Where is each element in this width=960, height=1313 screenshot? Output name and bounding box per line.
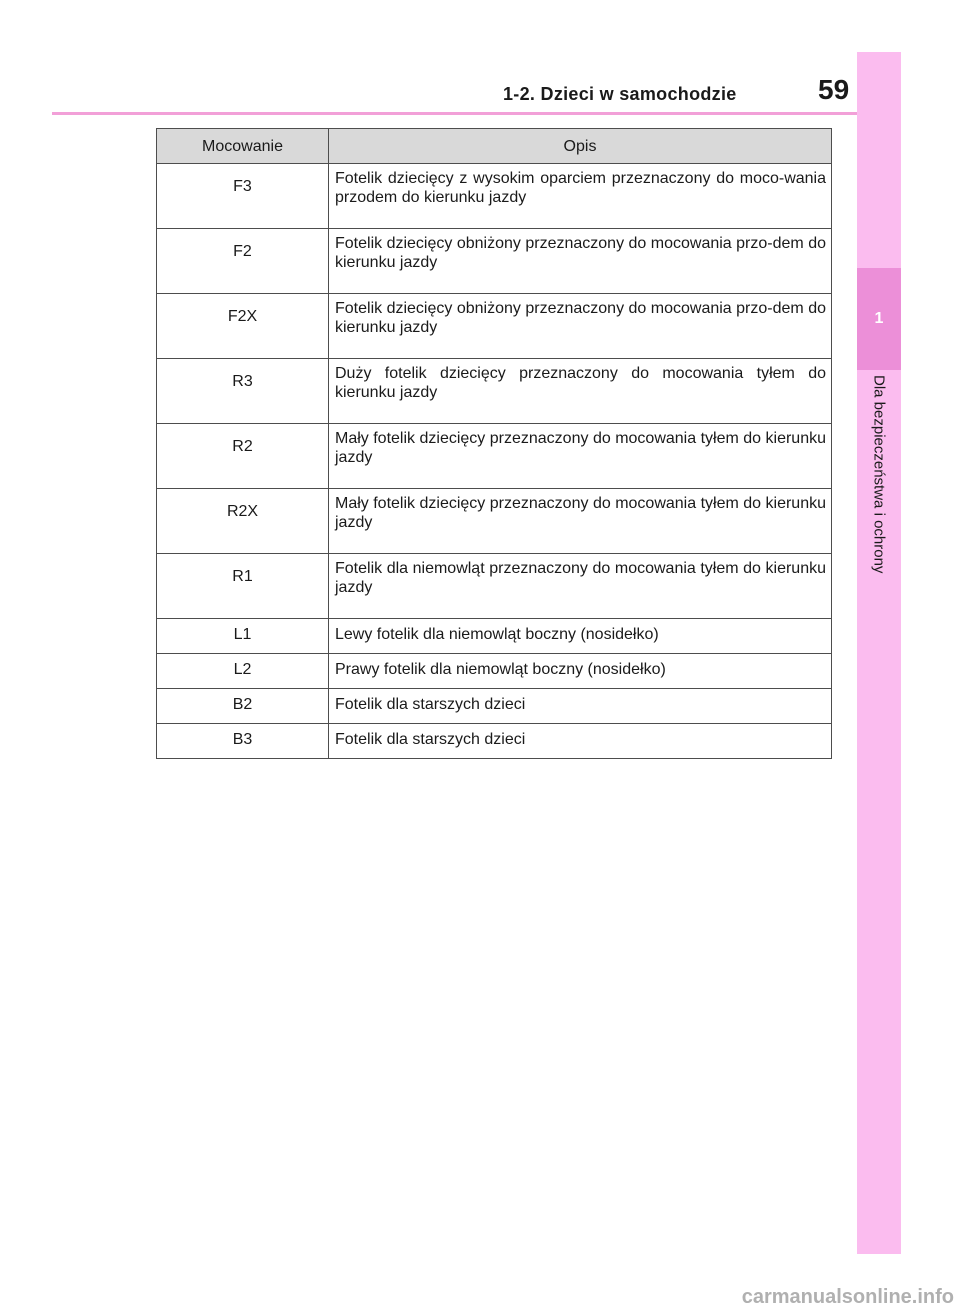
fixture-code: R3 <box>157 359 329 424</box>
fixture-description: Fotelik dla starszych dzieci <box>329 724 832 759</box>
fixture-code: R2X <box>157 489 329 554</box>
table-row <box>157 554 832 619</box>
footer-watermark[interactable]: carmanualsonline.info <box>741 1286 954 1308</box>
fixture-description: Fotelik dziecięcy z wysokim oparciem przeznaczony do moco-wania przodem do kierunku jazdy <box>329 164 832 229</box>
table-header-row <box>157 129 832 164</box>
chapter-number-tab: 1 <box>857 268 901 370</box>
fixture-code: F2X <box>157 294 329 359</box>
chapter-label-container <box>857 352 901 596</box>
fixture-description: Mały fotelik dziecięcy przeznaczony do mocowania tyłem do kierunku jazdy <box>329 424 832 489</box>
table-row <box>157 654 832 689</box>
fixture-code: B3 <box>157 724 329 759</box>
fixture-description: Duży fotelik dziecięcy przeznaczony do mocowania tyłem do kierunku jazdy <box>329 359 832 424</box>
table-row <box>157 724 832 759</box>
table-row <box>157 619 832 654</box>
fixture-description: Mały fotelik dziecięcy przeznaczony do mocowania tyłem do kierunku jazdy <box>329 489 832 554</box>
table-row <box>157 229 832 294</box>
fixture-code: R1 <box>157 554 329 619</box>
fixture-description: Fotelik dla niemowląt przeznaczony do mocowania tyłem do kierunku jazdy <box>329 554 832 619</box>
section-title: 1-2. Dzieci w samochodzie <box>503 84 737 104</box>
fixture-code: L1 <box>157 619 329 654</box>
chapter-sidebar <box>857 52 901 1254</box>
chapter-title: Dla bezpieczeństwa i ochrony <box>870 374 888 574</box>
table-row <box>157 294 832 359</box>
fixture-description: Fotelik dziecięcy obniżony przeznaczony do mocowania przo-dem do kierunku jazdy <box>329 229 832 294</box>
fixture-description: Fotelik dziecięcy obniżony przeznaczony do mocowania przo-dem do kierunku jazdy <box>329 294 832 359</box>
header-rule <box>52 112 858 115</box>
table-row <box>157 689 832 724</box>
fixture-code: F2 <box>157 229 329 294</box>
table-row <box>157 164 832 229</box>
fixture-code: B2 <box>157 689 329 724</box>
table-row <box>157 489 832 554</box>
fixture-table <box>156 128 832 759</box>
fixture-description: Fotelik dla starszych dzieci <box>329 689 832 724</box>
table-row <box>157 424 832 489</box>
table-row <box>157 359 832 424</box>
fixture-code: R2 <box>157 424 329 489</box>
fixture-description: Prawy fotelik dla niemowląt boczny (nosidełko) <box>329 654 832 689</box>
fixture-description: Lewy fotelik dla niemowląt boczny (nosidełko) <box>329 619 832 654</box>
header-mocowanie: Mocowanie <box>157 129 329 164</box>
fixture-code: F3 <box>157 164 329 229</box>
fixture-code: L2 <box>157 654 329 689</box>
header-opis: Opis <box>329 129 832 164</box>
page-number: 59 <box>818 74 850 105</box>
